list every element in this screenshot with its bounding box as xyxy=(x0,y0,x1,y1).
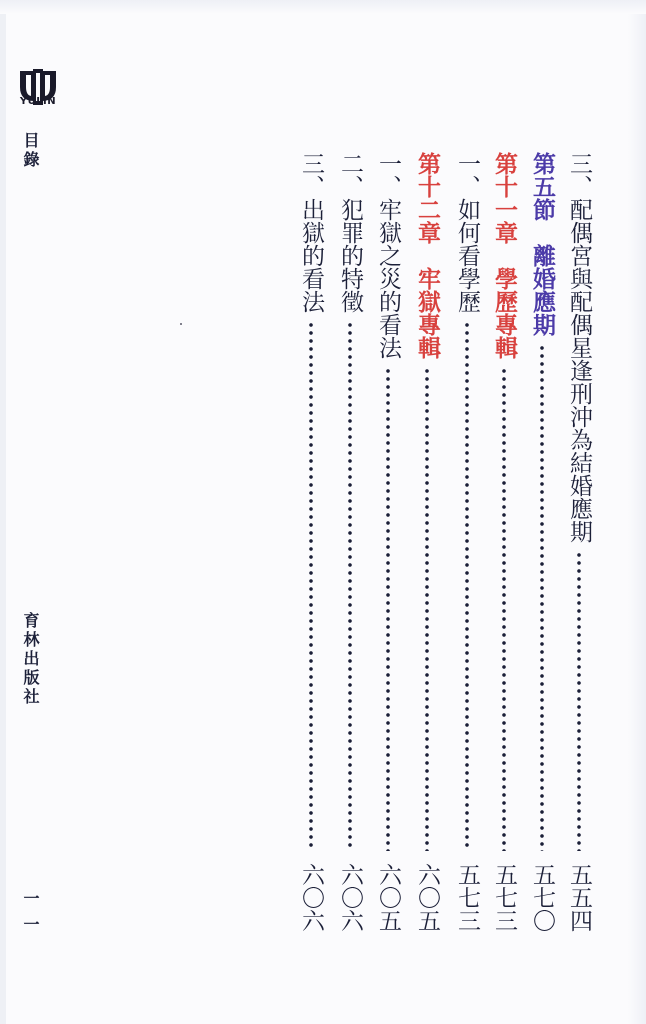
toc-entry-page: 六〇五 xyxy=(414,863,440,932)
toc-entry xyxy=(412,152,442,932)
toc-entry-page: 五七三 xyxy=(454,863,480,932)
toc-leader-dots xyxy=(385,367,391,851)
toc-leader-dots xyxy=(576,551,582,851)
toc-entry-page: 五七〇 xyxy=(529,863,555,932)
toc-entry-title: 一、牢獄之災的看法 xyxy=(375,152,401,359)
toc-leader-dots xyxy=(424,367,430,851)
page-edge-left xyxy=(0,0,6,1024)
toc-entry-page: 五七三 xyxy=(491,863,517,932)
page-edge-right xyxy=(628,0,646,1024)
toc-entry-title: 三、配偶宮與配偶星逢刑沖為結婚應期 xyxy=(566,152,592,543)
publisher-name: 育林出版社 xyxy=(21,612,40,707)
toc-entry xyxy=(564,152,594,932)
toc-leader-dots xyxy=(539,344,545,851)
toc-entry xyxy=(296,152,326,932)
toc-leader-dots xyxy=(308,321,314,851)
toc-entry-page: 六〇五 xyxy=(375,863,401,932)
toc-entry xyxy=(527,152,557,932)
toc-entry xyxy=(373,152,403,932)
page-edge-top xyxy=(0,0,646,14)
toc-entry-title: 一、如何看學歷 xyxy=(454,152,480,313)
toc-section-title: 第五節 離婚應期 xyxy=(529,152,556,336)
toc-chapter-title: 第十二章 牢獄專輯 xyxy=(414,152,441,359)
toc-leader-dots xyxy=(501,367,507,851)
toc-entry-page: 六〇六 xyxy=(337,863,363,932)
logo-text: YULIN xyxy=(19,96,57,107)
toc-leader-dots xyxy=(464,321,470,851)
toc-entry xyxy=(335,152,365,932)
toc-entry-page: 六〇六 xyxy=(298,863,324,932)
toc-chapter-title: 第十一章 學歷專輯 xyxy=(491,152,518,359)
toc-leader-dots xyxy=(347,321,353,851)
toc-entry-page: 五五四 xyxy=(566,863,592,932)
toc-header: 目錄 xyxy=(21,132,40,170)
stray-speck xyxy=(180,323,182,325)
page-number: 一一 xyxy=(21,890,40,942)
toc-entry xyxy=(489,152,519,932)
toc-entry-title: 三、出獄的看法 xyxy=(298,152,324,313)
toc-entry xyxy=(452,152,482,932)
toc-entry-title: 二、犯罪的特徵 xyxy=(337,152,363,313)
